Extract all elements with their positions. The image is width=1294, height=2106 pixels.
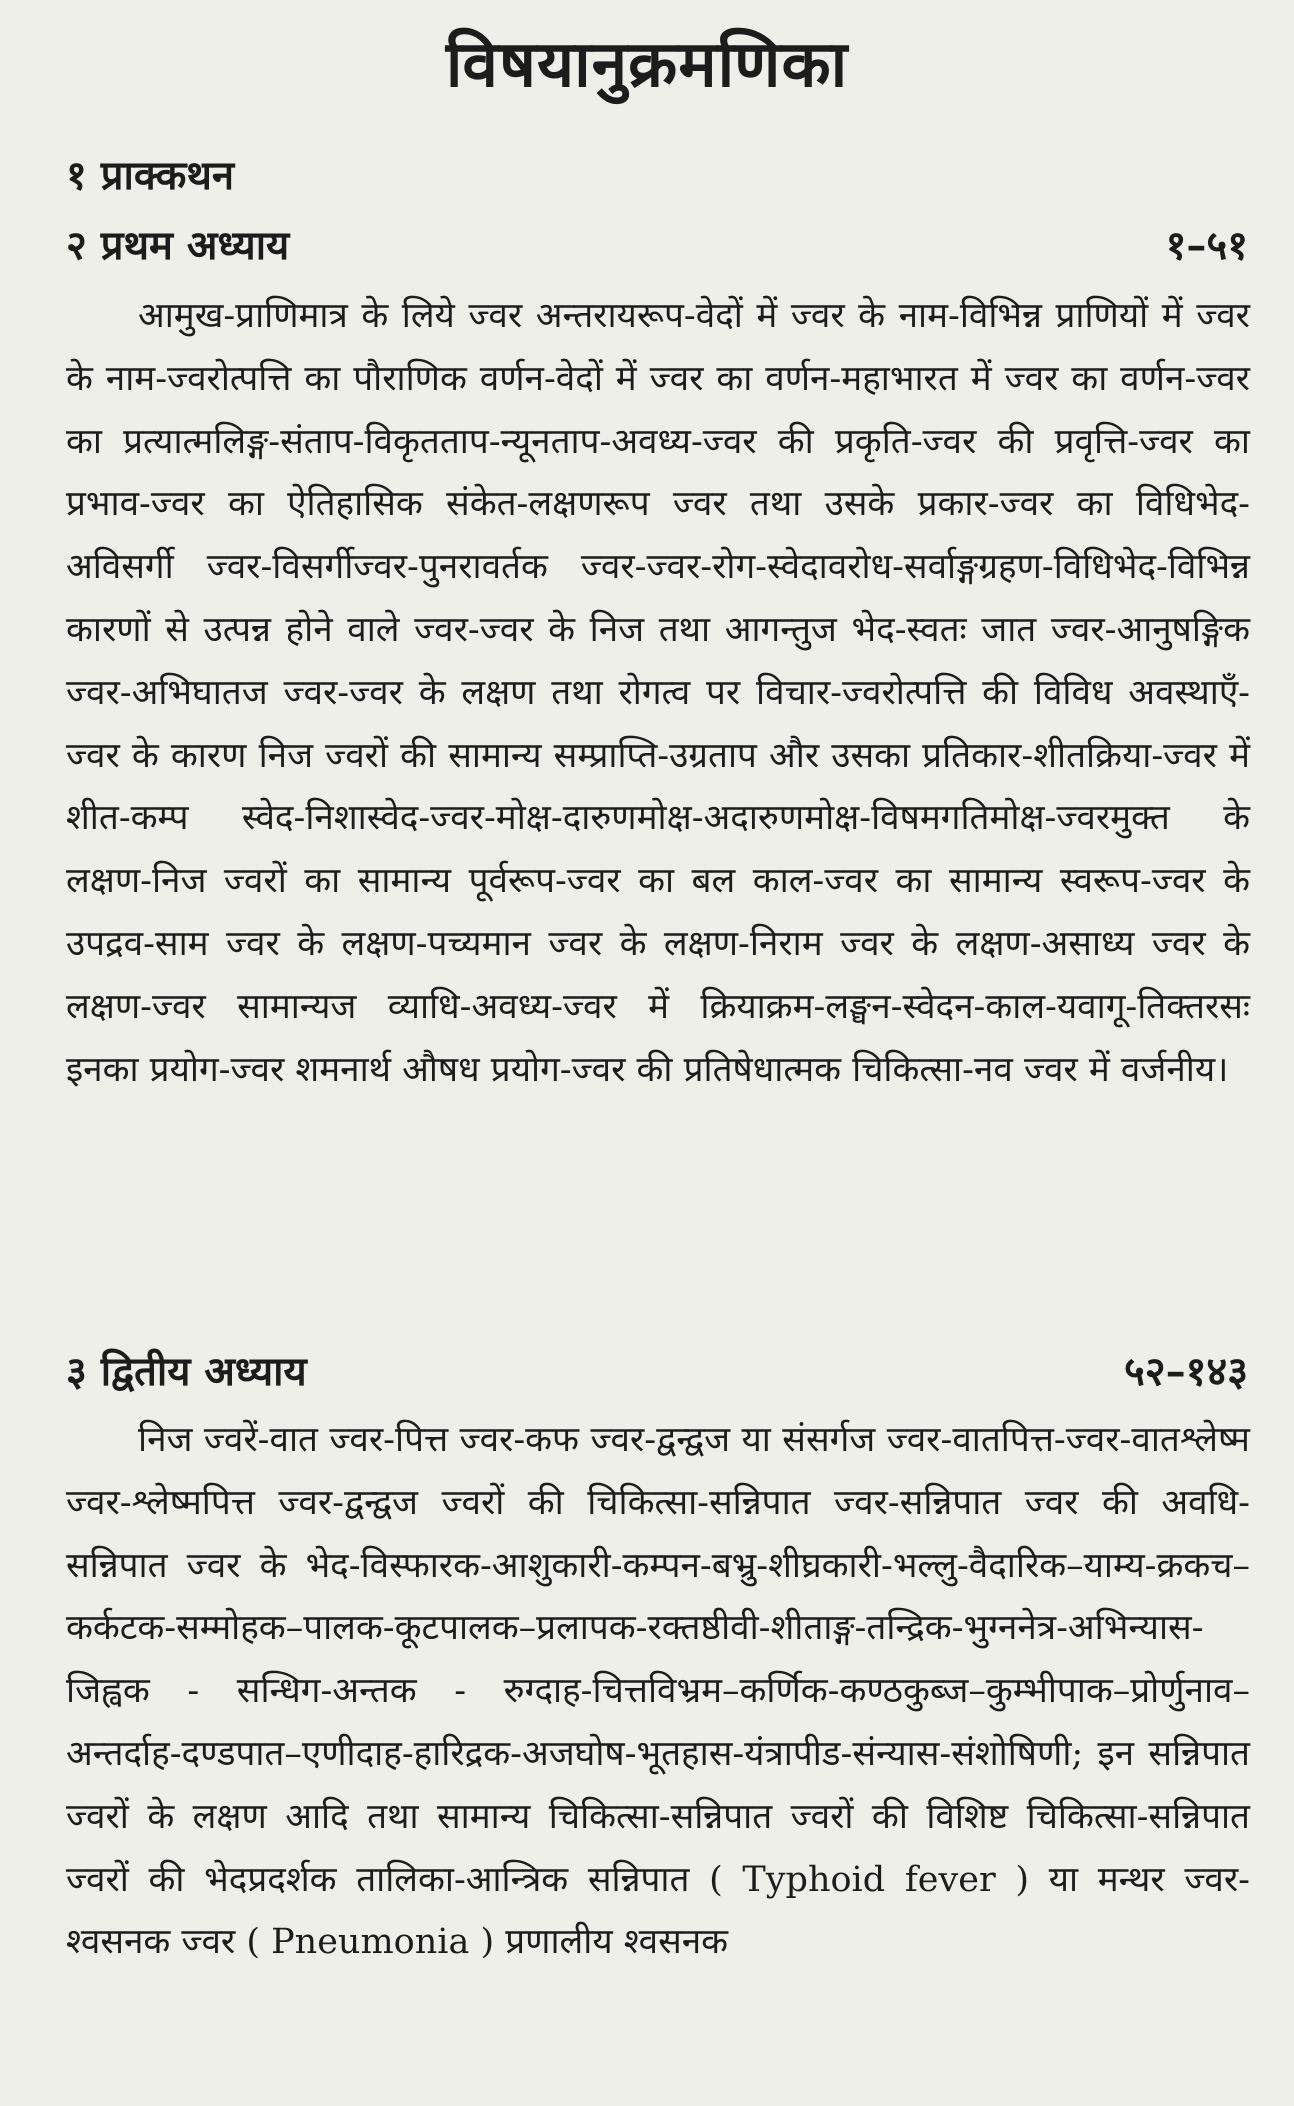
section-title: ३ द्वितीय अध्याय: [66, 1348, 307, 1395]
chapter-1-summary: आमुख-प्राणिमात्र के लिये ज्वर अन्तरायरूप-वेदों में ज्वर के नाम-विभिन्न प्राणियों में ज्वर के नाम-ज्वरोत्पत्ति का पौराणिक वर्णन-वेदों में ज्वर का वर्णन-महाभारत में ज्वर का वर्णन-ज्वर का प्रत्यात्मलिङ्ग-संताप-विकृतताप-न्यूनताप-अवध्य-ज्वर की प्रकृति-ज्वर की प्रवृत्ति-ज्वर का प्रभाव-ज्वर का ऐतिहासिक संकेत-लक्षणरूप ज्वर तथा उसके प्रकार-ज्वर का विधिभेद- अविसर्गी ज्वर-विसर्गीज्वर-पुनरावर्तक ज्वर-ज्वर-रोग-स्वेदावरोध-सर्वाङ्गग्रहण-विधिभेद-विभिन्न कारणों से उत्पन्न होने वाले ज्वर-ज्वर के निज तथा आगन्तुज भेद-स्वतः जात ज्वर-आनुषङ्गिक ज्वर-अभिघातज ज्वर-ज्वर के लक्षण तथा रोगत्व पर विचार-ज्वरोत्पत्ति की विविध अवस्थाएँ-ज्वर के कारण निज ज्वरों की सामान्य सम्प्राप्ति-उग्रताप और उसका प्रतिकार-शीतक्रिया-ज्वर में शीत-कम्प स्वेद-निशास्वेद-ज्वर-मोक्ष-दारुणमोक्ष-अदारुणमोक्ष-विषमगतिमोक्ष-ज्वरमुक्त के लक्षण-निज ज्वरों का सामान्य पूर्वरूप-ज्वर का बल काल-ज्वर का सामान्य स्वरूप-ज्वर के उपद्रव-साम ज्वर के लक्षण-पच्यमान ज्वर के लक्षण-निराम ज्वर के लक्षण-असाध्य ज्वर के लक्षण-ज्वर सामान्यज व्याधि-अवध्य-ज्वर में क्रियाक्रम-लङ्घन-स्वेदन-काल-यवागू-तिक्तरसः इनका प्रयोग-ज्वर शमनार्थ औषध प्रयोग-ज्वर की प्रतिषेधात्मक चिकित्सा-नव ज्वर में वर्जनीय।: [66, 296, 1250, 1090]
section-heading-preface: [66, 146, 1248, 201]
section-heading-chapter-2: [66, 1342, 1248, 1397]
chapter-2-summary: निज ज्वरें-वात ज्वर-पित्त ज्वर-कफ ज्वर-द्वन्द्वज या संसर्गज ज्वर-वातपित्त-ज्वर-वातश्लेष्म ज्वर-श्लेष्मपित्त ज्वर-द्वन्द्वज ज्वरों की चिकित्सा-सन्निपात ज्वर-सन्निपात ज्वर की अवधि-सन्निपात ज्वर के भेद-विस्फारक-आशुकारी-कम्पन-बभ्रु-शीघ्रकारी-भल्लु-वैदारिक–याम्य-क्रकच–कर्कटक-सम्मोहक–पालक-कूटपालक–प्रलापक-रक्तष्ठीवी-शीताङ्ग-तन्द्रिक-भुग्ननेत्र-अभिन्यास-जिह्वक - सन्धिग-अन्तक - रुग्दाह-चित्तविभ्रम–कर्णिक-कण्ठकुब्ज–कुम्भीपाक–प्रोर्णुनाव–अन्तर्दाह-दण्डपात–एणीदाह-हारिद्रक-अजघोष-भूतहास-यंत्रापीड-संन्यास-संशोषिणी; इन सन्निपात ज्वरों के लक्षण आदि तथा सामान्य चिकित्सा-सन्निपात ज्वरों की विशिष्ट चिकित्सा-सन्निपात ज्वरों की भेदप्रदर्शक तालिका-आन्त्रिक सन्निपात ( Typhoid fever ) या मन्थर ज्वर-श्वसनक ज्वर ( Pneumonia ) प्रणालीय श्वसनक: [66, 1420, 1250, 1963]
section-title: २ प्रथम अध्याय: [66, 222, 290, 269]
page-range: १–५१: [1165, 222, 1248, 269]
section-heading-chapter-1: [66, 216, 1248, 271]
section-title: १ प्राक्कथन: [66, 152, 235, 199]
page-title: विषयानुक्रमणिका: [445, 27, 849, 102]
page-range: ५२–१४३: [1124, 1348, 1248, 1395]
